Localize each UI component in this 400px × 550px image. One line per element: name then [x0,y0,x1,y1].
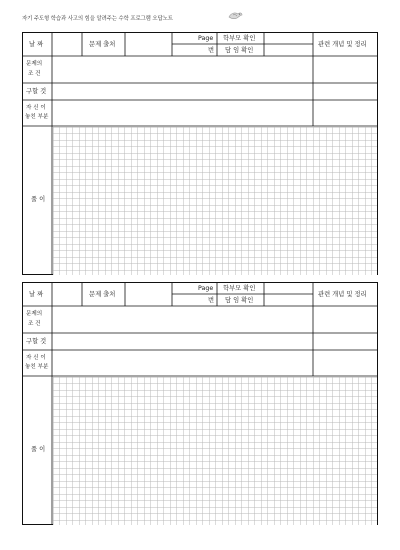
number-label: 번 [208,297,215,304]
concept-label: 관련 개념 및 정리 [318,291,367,298]
source-label: 문제 출처 [89,41,116,48]
solution-grid[interactable] [53,127,377,275]
teacher-check-label: 담 임 확인 [225,47,254,54]
page-label: Page [198,285,214,292]
source-label: 문제 출처 [89,291,116,298]
solution-label: 풀 이 [31,196,46,203]
date-label: 날 짜 [29,41,44,48]
missed-part-label-line2: 놓친 부분 [25,114,49,120]
number-label: 번 [208,47,215,54]
missed-part-label-line2: 놓친 부분 [25,364,49,370]
teacher-check-label: 담 임 확인 [225,297,254,304]
note-form-1 [22,32,378,275]
page-label: Page [198,35,214,42]
missed-part-label-line1: 자 신 이 [26,355,46,361]
goal-label: 구할 것 [26,338,47,345]
concept-label: 관련 개념 및 정리 [318,41,367,48]
page-header-title: 자기 주도형 학습과 사고의 힘을 알려주는 수학 프로그램 오답노트 [22,16,173,22]
problem-condition-label-line1: 문제의 [26,311,43,317]
solution-label: 풀 이 [31,446,46,453]
problem-condition-label-line2: 조 건 [28,321,41,327]
problem-condition-label-line2: 조 건 [28,71,41,77]
solution-grid[interactable] [53,377,377,525]
missed-part-label-line1: 자 신 이 [26,105,46,111]
date-label: 날 짜 [29,291,44,298]
parent-check-label: 학부모 확인 [223,285,256,292]
parent-check-label: 학부모 확인 [223,35,256,42]
goal-label: 구할 것 [26,88,47,95]
bird-logo-icon [227,9,243,23]
problem-condition-label-line1: 문제의 [26,61,43,67]
note-form-2 [22,282,378,525]
